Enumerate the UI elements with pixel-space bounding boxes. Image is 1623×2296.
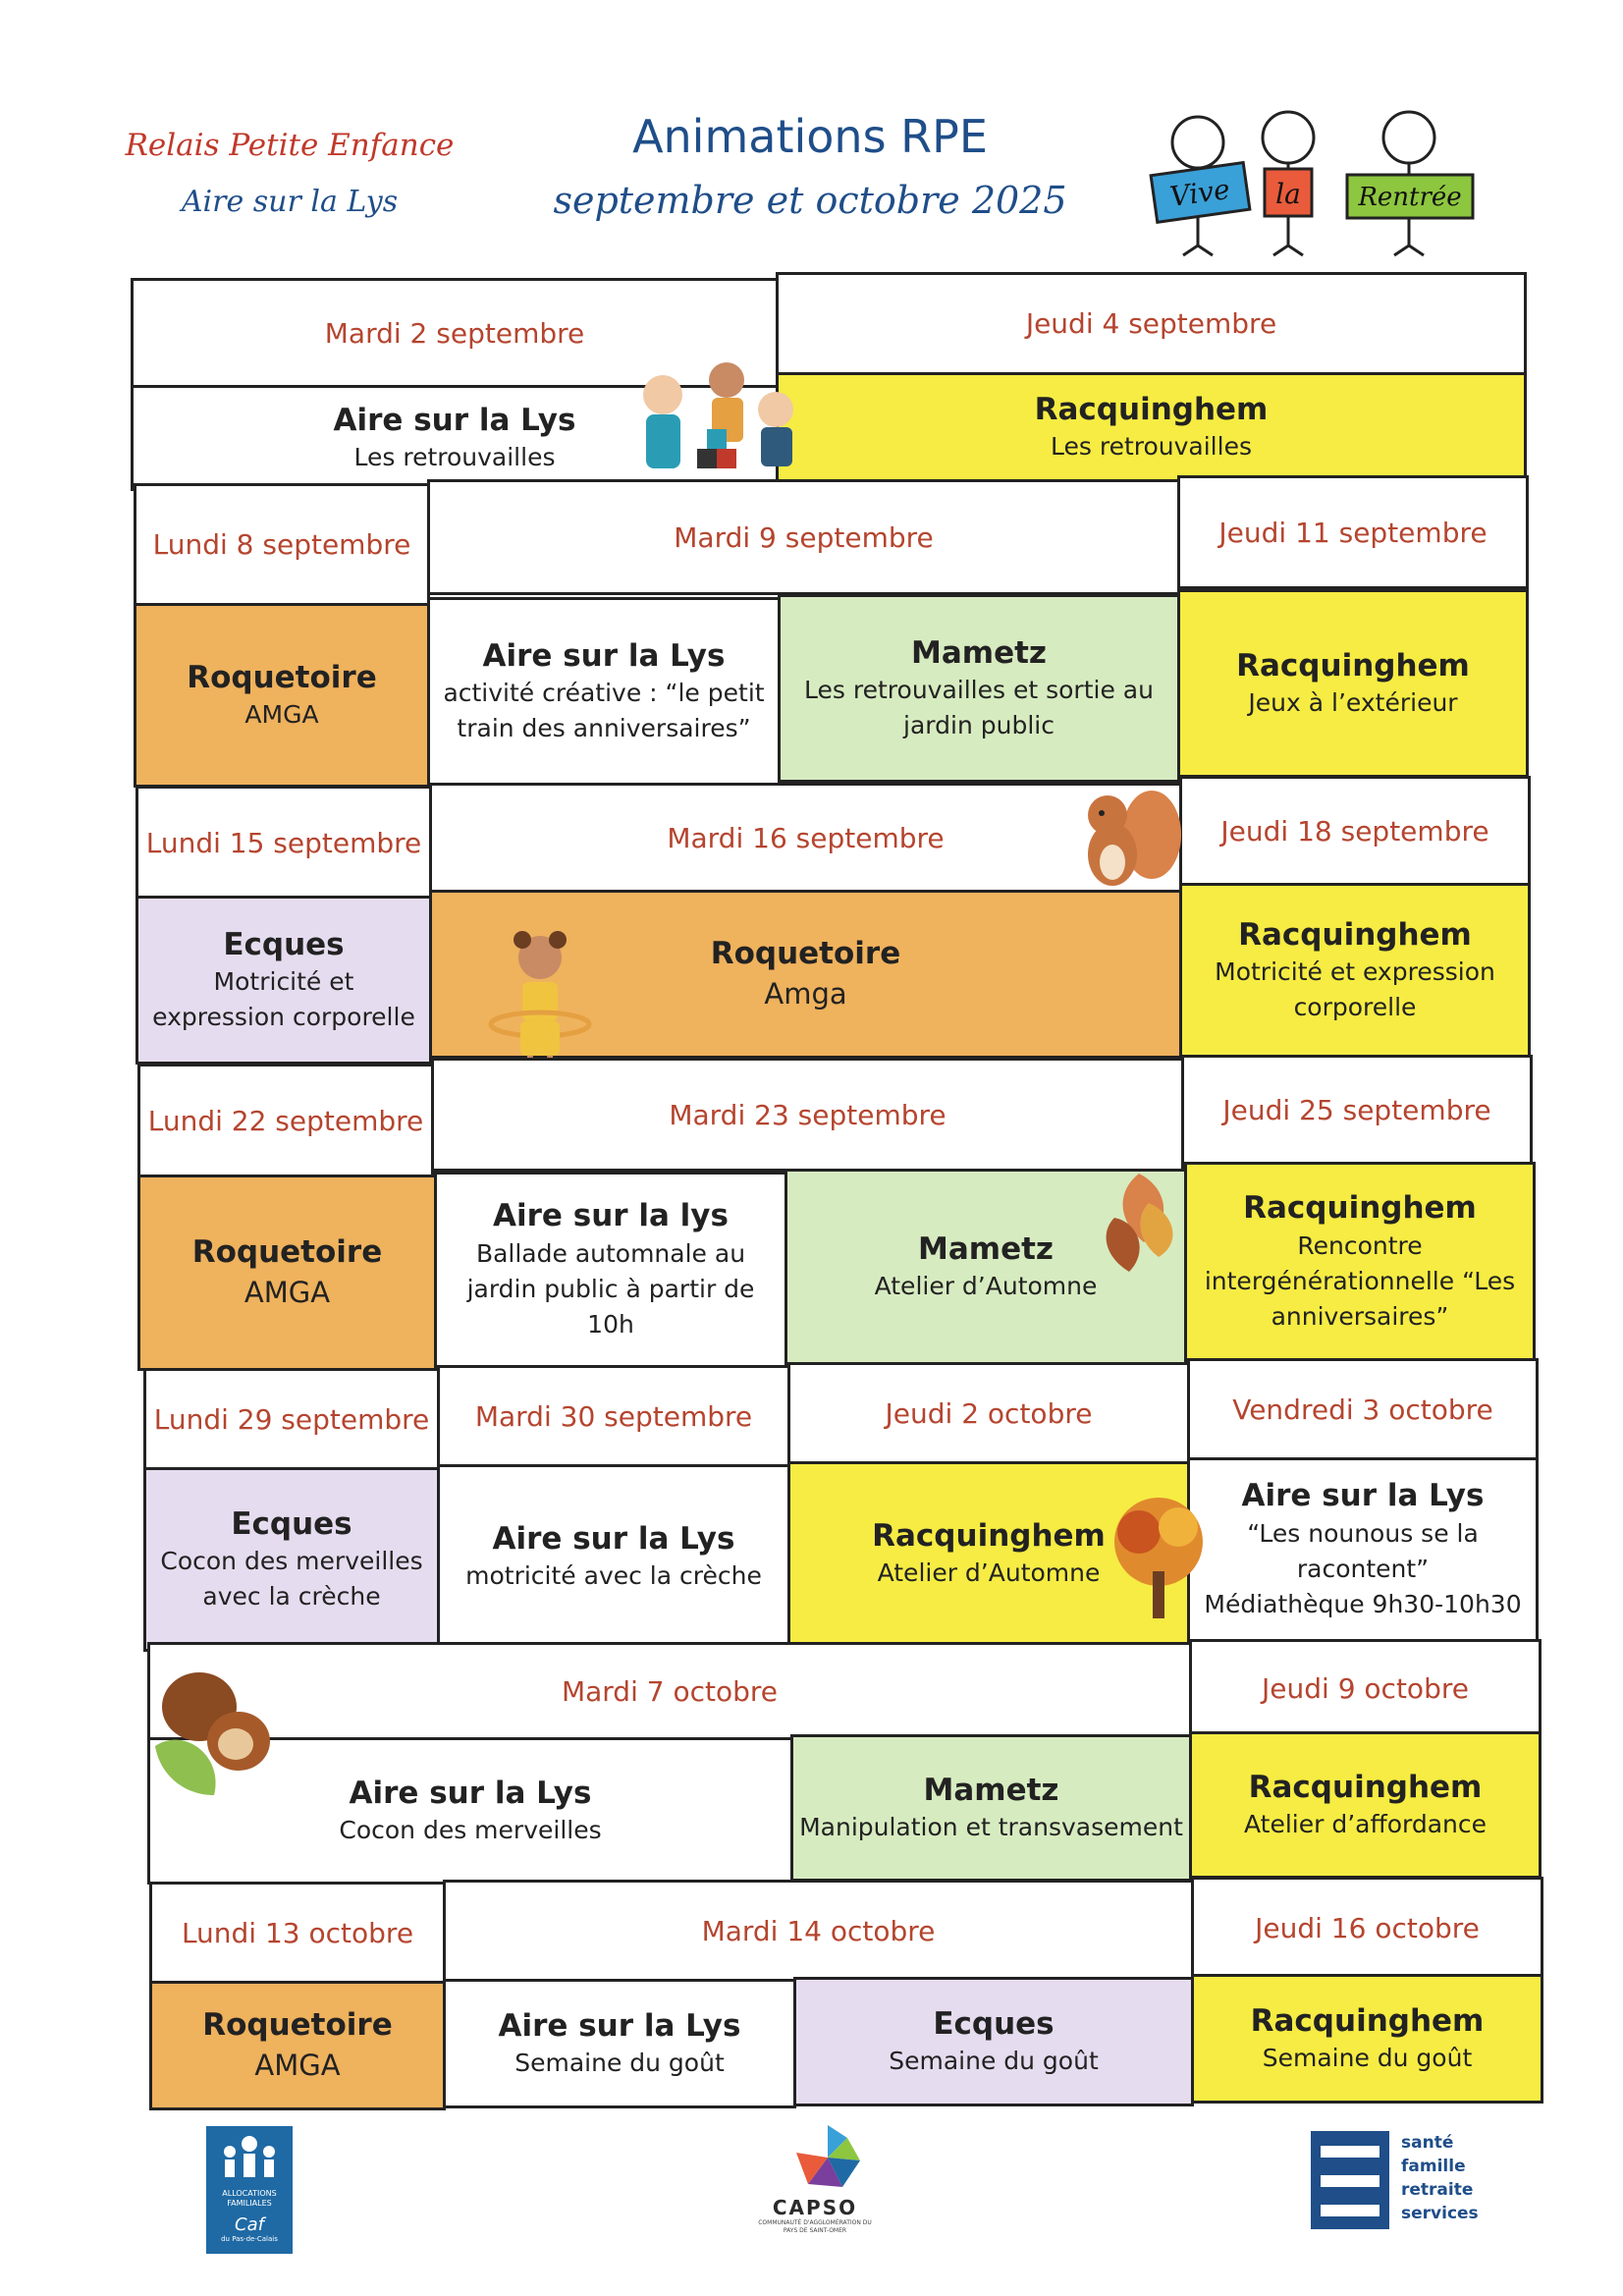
org-name: Relais Petite Enfance: [125, 128, 455, 163]
activity-place: Roquetoire: [202, 2006, 393, 2043]
activity-place: Ecques: [933, 2005, 1055, 2042]
activity-place: Aire sur la lys: [493, 1198, 729, 1234]
sign-word-la: la: [1275, 178, 1301, 210]
msa-mark-icon: [1311, 2131, 1389, 2229]
activity-place: Mametz: [911, 634, 1047, 671]
family-icon: [206, 2126, 293, 2185]
activity-desc: Les retrouvailles: [1051, 432, 1252, 462]
activity-cell: [1179, 883, 1531, 1058]
org-location: Aire sur la Lys: [181, 185, 399, 219]
date-mardi-7-oct: Mardi 7 octobre: [147, 1642, 1192, 1740]
date-mardi-16-sept: Mardi 16 septembre: [429, 783, 1182, 893]
activity-place: Racquinghem: [1034, 391, 1269, 427]
activity-cell: [427, 597, 781, 786]
page-title: Animations RPE: [632, 110, 988, 163]
activity-place: Aire sur la Lys: [333, 402, 576, 438]
activity-desc: Atelier d’affordance: [1244, 1810, 1487, 1839]
capso-star-icon: [793, 2123, 862, 2192]
activity-place: Roquetoire: [187, 659, 377, 695]
date-mardi-30-sept: Mardi 30 septembre: [437, 1365, 790, 1467]
activity-place: Aire sur la Lys: [498, 2007, 741, 2044]
activity-place: Racquinghem: [1238, 916, 1472, 953]
activity-desc: Semaine du goût: [1262, 2044, 1473, 2073]
activity-place: Racquinghem: [1243, 1190, 1477, 1227]
activity-desc: Manipulation et transvasement: [799, 1813, 1183, 1842]
squirrel-illustration: [1068, 776, 1186, 899]
activity-desc: Semaine du goût: [514, 2049, 725, 2078]
activity-place: Aire sur la Lys: [482, 637, 726, 674]
activity-cell: [149, 1981, 446, 2110]
autumn-tree-illustration: [1105, 1493, 1213, 1625]
activity-desc: activité créative : “le petit train des anniversaires”: [443, 678, 765, 743]
msa-tagline: [1401, 2131, 1499, 2225]
capso-logo: [756, 2123, 874, 2261]
date-jeudi-25-sept: Jeudi 25 septembre: [1181, 1055, 1533, 1165]
activity-desc: Cocon des merveilles avec la crèche: [160, 1546, 423, 1612]
activity-place: Racquinghem: [1236, 647, 1470, 683]
activity-desc: motricité avec la crèche: [465, 1561, 762, 1591]
activity-desc: Atelier d’Automne: [874, 1272, 1098, 1301]
activity-desc: Les retrouvailles et sortie au jardin public: [804, 675, 1154, 740]
activity-place: Ecques: [223, 926, 345, 962]
activity-cell: [434, 1172, 787, 1368]
msa-logo: [1311, 2131, 1497, 2239]
activity-desc: Semaine du goût: [889, 2047, 1099, 2076]
caf-logo-line2: Caf: [235, 2214, 264, 2235]
activity-location: Médiathèque 9h30-10h30: [1204, 1590, 1522, 1619]
activity-cell: [1177, 589, 1529, 778]
activity-cell: [1187, 1457, 1539, 1642]
sign-word-rentree: Rentrée: [1358, 183, 1462, 212]
activity-place: Mametz: [923, 1772, 1059, 1808]
activity-desc: Cocon des merveilles: [339, 1816, 602, 1845]
activity-place: Racquinghem: [1248, 1769, 1483, 1805]
msa-line: santé: [1401, 2133, 1454, 2153]
capso-name: CAPSO: [772, 2196, 858, 2219]
msa-line: services: [1401, 2204, 1479, 2223]
caf-logo-line1: ALLOCATIONS FAMILIALES: [222, 2189, 277, 2208]
activity-desc: Les retrouvailles: [353, 443, 556, 472]
activity-cell: [137, 1175, 437, 1371]
date-mardi-14-oct: Mardi 14 octobre: [443, 1880, 1194, 1982]
date-lundi-15-sept: Lundi 15 septembre: [135, 786, 432, 900]
activity-cell: [1184, 1162, 1536, 1362]
date-jeudi-2-oct: Jeudi 2 octobre: [787, 1362, 1190, 1464]
activity-cell: [143, 1467, 440, 1652]
activity-place: Roquetoire: [710, 935, 901, 971]
activity-cell: [778, 594, 1180, 783]
date-jeudi-16-oct: Jeudi 16 octobre: [1191, 1877, 1543, 1979]
activity-place: Mametz: [918, 1230, 1054, 1267]
date-lundi-22-sept: Lundi 22 septembre: [137, 1064, 434, 1177]
hazelnuts-illustration: [145, 1658, 283, 1805]
activity-desc: AMGA: [254, 2049, 341, 2083]
activity-desc: “Les nounous se la racontent”: [1247, 1518, 1479, 1584]
date-lundi-13-oct: Lundi 13 octobre: [149, 1882, 446, 1984]
activity-desc: AMGA: [243, 1276, 331, 1310]
activity-desc: Rencontre intergénérationnelle “Les anniversaires”: [1204, 1230, 1516, 1332]
activity-place: Racquinghem: [872, 1517, 1106, 1554]
date-jeudi-4-sept: Jeudi 4 septembre: [776, 272, 1527, 375]
activity-desc: Motricité et expression corporelle: [1215, 957, 1495, 1022]
activity-cell: [437, 1464, 790, 1649]
vive-la-rentree-illustration: [1139, 98, 1492, 265]
msa-line: retraite: [1401, 2180, 1474, 2200]
page-subtitle: septembre et octobre 2025: [553, 179, 1067, 222]
activity-desc: AMGA: [244, 700, 319, 730]
date-mardi-23-sept: Mardi 23 septembre: [431, 1058, 1184, 1172]
activity-place: Ecques: [231, 1505, 352, 1542]
activity-desc: Motricité et expression corporelle: [152, 966, 415, 1032]
caf-logo: [206, 2126, 293, 2254]
activity-place: Aire sur la Lys: [349, 1775, 592, 1811]
activity-desc: Ballade automnale au jardin public à partir de 10h: [466, 1238, 755, 1339]
autumn-leaves-illustration: [1090, 1164, 1188, 1286]
activity-cell: [793, 1977, 1194, 2106]
date-lundi-29-sept: Lundi 29 septembre: [143, 1368, 440, 1470]
activity-cell: [790, 1734, 1192, 1882]
activity-cell: [1191, 1974, 1543, 2104]
activity-place: Aire sur la Lys: [1241, 1478, 1485, 1514]
date-mardi-2-sept: Mardi 2 septembre: [131, 278, 779, 388]
caf-logo-line3: du Pas-de-Calais: [221, 2235, 278, 2243]
date-vendredi-3-oct: Vendredi 3 octobre: [1187, 1358, 1539, 1460]
date-jeudi-18-sept: Jeudi 18 septembre: [1179, 776, 1531, 886]
date-jeudi-11-sept: Jeudi 11 septembre: [1177, 475, 1529, 589]
activity-cell: [776, 372, 1527, 482]
activity-desc: Jeux à l’extérieur: [1248, 688, 1458, 718]
date-jeudi-9-oct: Jeudi 9 octobre: [1189, 1639, 1542, 1737]
activity-desc: Amga: [764, 977, 847, 1011]
activity-place: Roquetoire: [191, 1233, 383, 1270]
activity-cell: [1189, 1731, 1542, 1879]
activity-cell: [134, 603, 430, 788]
date-lundi-8-sept: Lundi 8 septembre: [134, 483, 430, 606]
activity-place: Aire sur la Lys: [492, 1520, 735, 1557]
sign-word-vive: Vive: [1167, 172, 1232, 214]
msa-line: famille: [1401, 2157, 1466, 2176]
capso-subtitle: COMMUNAUTÉ D'AGGLOMÉRATION DU PAYS DE SAINT-OMER: [758, 2219, 872, 2234]
activity-cell: [135, 896, 432, 1065]
activity-place: Racquinghem: [1250, 2002, 1485, 2039]
activity-cell: [443, 1979, 796, 2108]
activity-desc: Atelier d’Automne: [877, 1558, 1101, 1588]
date-mardi-9-sept: Mardi 9 septembre: [427, 479, 1180, 595]
